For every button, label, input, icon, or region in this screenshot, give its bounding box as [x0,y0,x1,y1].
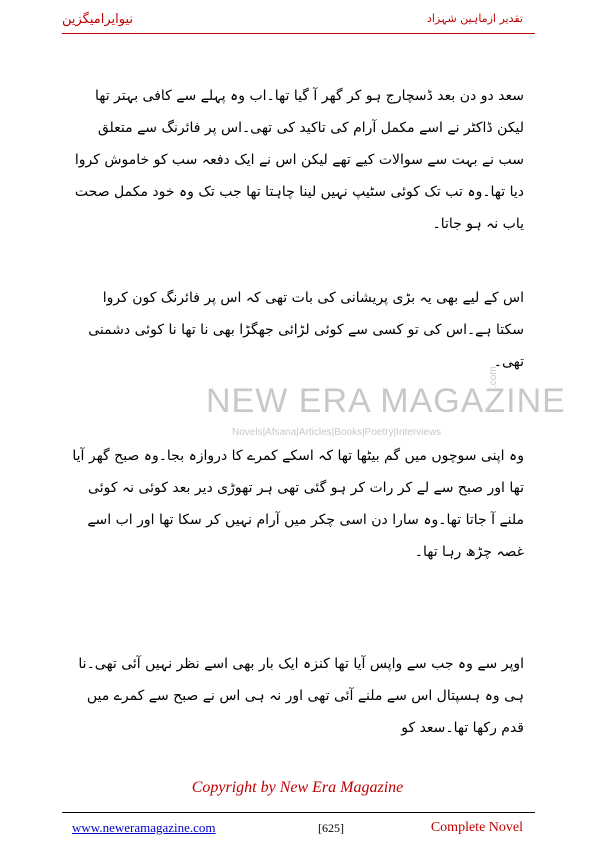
header-divider [62,33,535,34]
complete-novel-label: Complete Novel [430,820,523,835]
footer-divider [62,812,535,813]
watermark-domain: .com [488,366,499,388]
website-link[interactable]: www.neweramagazine.com [72,820,216,835]
watermark-title: NEW ERA MAGAZINE [206,382,566,420]
copyright-notice: Copyright by New Era Magazine [191,779,404,796]
page-number: [625] [318,821,344,835]
paragraph: اس کے لیے بھی یہ بڑی پریشانی کی بات تھی کہ اس پر فائرنگ کون کروا سکتا ہے۔اس کی تو کسی سے کوئی لڑائی جھگڑا بھی نا تھا نا کوئی دشمنی تھی۔ [88,290,524,370]
paragraph: اوپر سے وہ جب سے واپس آیا تھا کنزہ ایک بار بھی اسے نظر نہیں آئی تھی۔نا ہی وہ ہسپتال اس سے ملنے آئی تھی اور نہ ہی اس نے صبح سے کمرے میں قدم رکھا تھا۔سعد کو [78,656,524,736]
magazine-title: نیوایرامیگزین [62,12,134,27]
watermark-subtitle: Novels|Afsana|Articles|Books|Poetry|Interviews [232,427,442,438]
novel-title: تقدیر ازماہین شہزاد [427,12,523,25]
paragraph: وہ اپنی سوچوں میں گم بیٹھا تھا کہ اسکے کمرے کا دروازہ بجا۔وہ صبح گھر آیا تھا اور صبح سے لے کر رات کر ہو گئی تھی ہر تھوڑی دیر بعد کوئی نہ کوئی ملنے آ جاتا تھا۔وہ سارا دن اسی چکر میں آرام نہیں کر سکا تھا اور اب اسے غصہ چڑھ رہا تھا۔ [72,448,524,560]
paragraph: سعد دو دن بعد ڈسچارج ہو کر گھر آ گیا تھا۔اب وہ پہلے سے کافی بہتر تھا لیکن ڈاکٹر نے اسے مکمل آرام کی تاکید کی تھی۔اس پر فائرنگ سے متعلق سب نے بہت سے سوالات کیے تھے لیکن اس نے ایک دفعہ سب کو خاموش کروا دیا تھا۔وہ تب تک کوئی سٹیپ نہیں لینا چاہتا تھا جب تک وہ خود مکمل صحت یاب نہ ہو جاتا۔ [74,88,524,232]
